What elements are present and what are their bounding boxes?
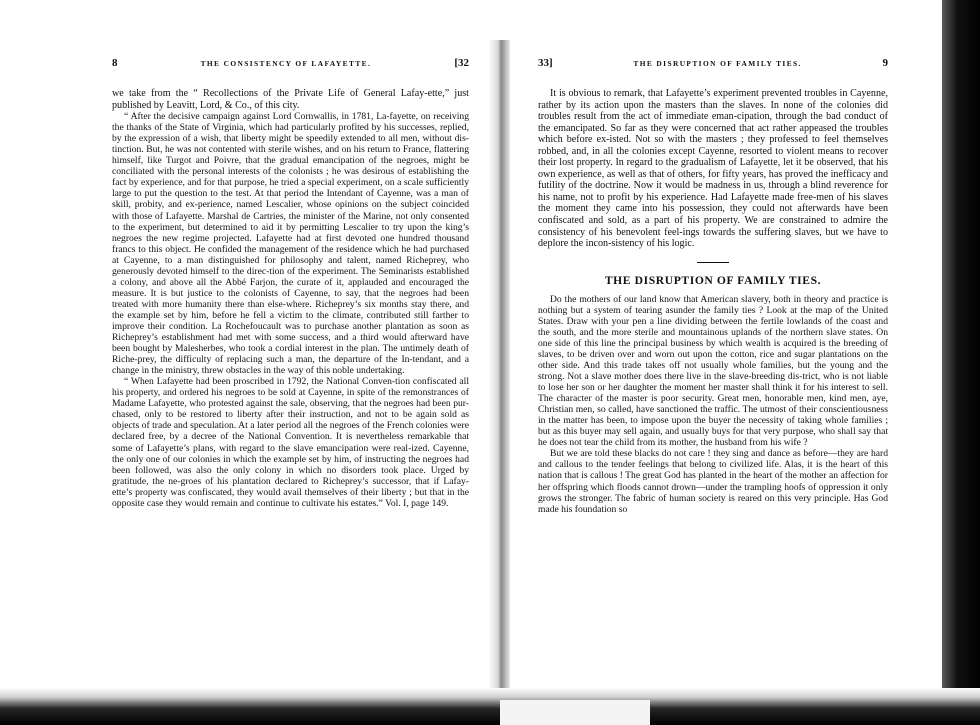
right-page-number: 9 bbox=[882, 57, 888, 69]
page-edge-shadow bbox=[942, 0, 980, 725]
right-paragraph-body-2: But we are told these blacks do not care ! they sing and dance as before—they are hard and callous to the tender feelings that belong to civilized life. Alas, it is the heart of this nation that is callous ! The great God has planted in the heart of the mother an affection for her offspring which floods cannot drown—under the trampling hoofs of oppression it only grows the stronger. The fabric of human society is reared on this very principle. Has God made his foundation so bbox=[538, 448, 888, 515]
left-bracket-number: [32 bbox=[454, 57, 469, 69]
right-page bbox=[538, 58, 888, 515]
left-paragraph-quote-2: “ When Lafayette had been proscribed in 1792, the National Conven-tion confiscated all his property, and ordered his negroes to be sold at Cayenne, in spite of the remonstrances of Madame Lafayette, who protested against the sale, observing, that the negroes had been pur-chased, only to be restored to liberty after their instruction, and not to be again sold as objects of trade and speculation. At a later period all the negroes of the French colonies were declared free, by a decree of the National Convention. It is nevertheless remarkable that some of Lafayette’s plans, with regard to the slave emancipation were real-ized. Cayenne, the only one of our colonies in which the example set by him, of instructing the negroes had been followed, was also the only colony in which no disorders took place. Urged by gratitude, the ne-groes of his plantation declared to Richeprey’s successor, that if Lafay-ette’s property was confiscated, they would avail themselves of their liberty ; but that in the opposite case they would remain and continue to cultivate his estates.” Vol. I, page 149. bbox=[112, 376, 469, 509]
right-running-title: THE DISRUPTION OF FAMILY TIES. bbox=[633, 59, 802, 68]
right-running-head bbox=[538, 58, 888, 72]
section-title: THE DISRUPTION OF FAMILY TIES. bbox=[604, 274, 822, 288]
left-page bbox=[112, 58, 469, 509]
left-running-title: THE CONSISTENCY OF LAFAYETTE. bbox=[200, 59, 372, 68]
bottom-edge-shadow bbox=[0, 688, 980, 725]
left-paragraph-intro: we take from the “ Recollections of the Private Life of General Lafay-ette,” just published by Leavitt, Lord, & Co., of this city. bbox=[112, 88, 469, 111]
bottom-edge-notch bbox=[500, 700, 650, 725]
right-bracket-number: 33] bbox=[538, 57, 553, 69]
section-divider bbox=[697, 262, 729, 264]
right-paragraph-body-1: Do the mothers of our land know that American slavery, both in theory and practice is nothing but a system of tearing asunder the family ties ? Look at the map of the United States. Draw with your pen a line dividing between the fertile lowlands of the coast and the south, and the more sterile and mountainous uplands of the northern slave states. On one side of this line the principal business by which wealth is acquired is the breeding of slaves, to be driven over and worn out upon the cotton, rice and sugar plantations on the other side. And this trade takes off not usually whole families, but the young and the strong. Not a slave mother does there live in the slave-breeding dis-trict, who is not liable to lose her son or her daughter the moment her master shall think it for his interest to sell. The character of the master is poor security. Great men, honorable men, kind men, aye, Christian men, so called, have sanctioned the traffic. The utmost of their conscientiousness in the matter has been, to impose upon the buyer the necessity of taking whole families ; but as this buyer may sell again, and usually buys for that very purpose, who shall say that he does not tear the child from its mother, the husband from his wife ? bbox=[538, 293, 888, 449]
right-paragraph-intro: It is obvious to remark, that Lafayette’s experiment prevented troubles in Cayenne, rather by its action upon the masters than the slaves. In none of the colonies did troubles result from the act of immediate eman-cipation, through the bad conduct of the emancipated. So far as they were concerned that act rather appeased the troubles which before ex-isted. Not so with the masters ; they professed to feel themselves robbed, and, in all the colonies except Cayenne, resorted to violent means to recover their lost property. In regard to the gradualism of Lafayette, let it be observed, that his own experience, as well as that of others, for fifty years, has proved the inefficacy and futility of the doctrine. Now it would be madness in us, through a blind reverence for his name, not to profit by his experience. Had Lafayette made free-men of his slaves the moment they came into his possession, they could not afterwards have been confiscated and sold, as a part of his property. We are constrained to admire the consistency of his benevolent feel-ings towards the suffering slaves, but we have to deplore the incon-sistency of his logic. bbox=[538, 88, 888, 250]
left-running-head bbox=[112, 58, 469, 72]
book-gutter-shadow bbox=[488, 40, 510, 725]
left-page-number: 8 bbox=[112, 57, 118, 69]
left-paragraph-quote-1: “ After the decisive campaign against Lord Cornwallis, in 1781, La-fayette, on receiving the thanks of the State of Virginia, which had particularly profited by his successes, replied, by the expression of a wish, that liberty might be speedily extended to all men, without dis-tinction. But, he was not contented with sterile wishes, and on his return to France, flattering himself, like Turgot and Poivre, that the gradual emancipation of the negroes, might be conciliated with the personal interests of the colonists ; he was desirous of establishing the fact by experience, and for that purpose, he tried a special experiment, on a scale sufficiently large to put the question to the test. At that period the Intendant of Cayenne, was a man of skill, probity, and ex-perience, named Lescalier, whose opinions on the subject coincided with those of Lafayette. Marshal de Cartries, the minister of the Marine, not only consented to the experiment, but determined to aid it by permitting Lescalier to try upon the king’s negroes the new regime projected. Lafayette had at first devoted one hundred thousand francs to this object. He confided the management of the residence which he had purchased at Cayenne, to a man distinguished for philosophy and talent, named Richeprey, who generously devoted himself to the direc-tion of the experiment. The Seminarists established a colony, and above all the Abbé Farjon, the curate of it, applauded and encouraged the measure. It is but justice to the colonists of Cayenne, to say, that the negroes had been treated with more humanity there than else-where. Richeprey’s six months stay there, and the example set by him, before he fell a victim to the climate, contributed still farther to improve their condition. La Rochefoucault was to purchase another plantation as soon as Richeprey’s establishment had met with some success, and a third would afterward have been bought by Malesherbes, who took a cordial interest in the plan. The untimely death of Riche-prey, the difficulty of replacing such a man, the departure of the In-tendant, and a change in the ministry, threw obstacles in the way of this noble undertaking. bbox=[112, 111, 469, 377]
